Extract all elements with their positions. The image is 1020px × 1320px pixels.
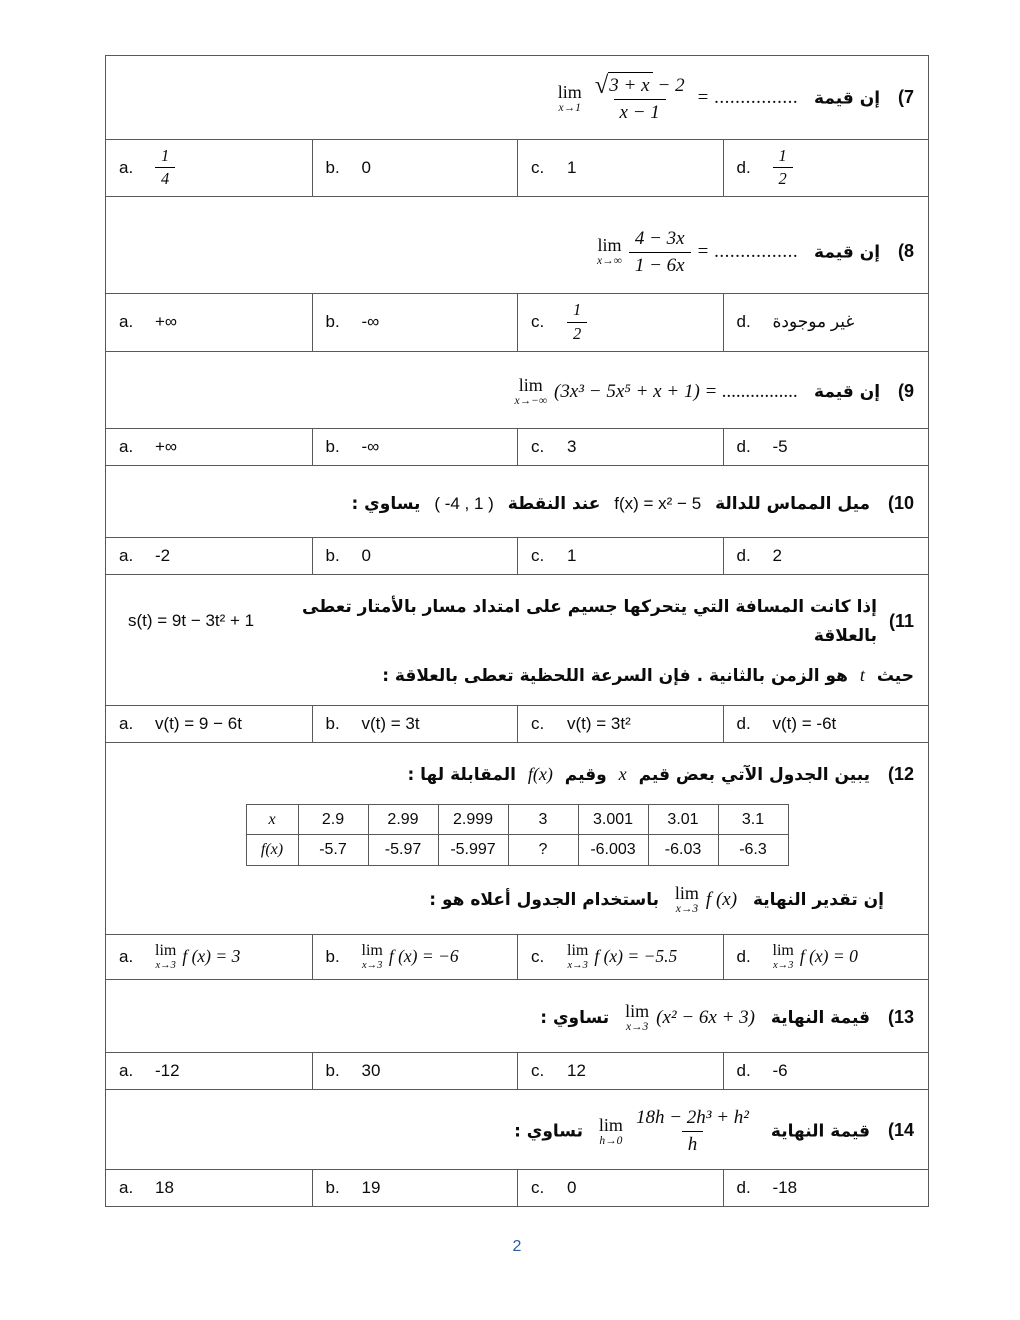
answer-option-12b (312, 935, 518, 979)
table-cell: 3.1 (718, 805, 788, 835)
fraction (589, 72, 691, 125)
function-definition: f(x) = x² − 5 (614, 493, 702, 513)
answer-option-9c (517, 429, 723, 465)
question-11-stem (106, 575, 928, 706)
answer-option-7b (312, 140, 518, 196)
option-letter: d. (736, 946, 751, 966)
option-value: 19 (361, 1177, 381, 1197)
lim-word: lim (625, 1001, 650, 1022)
answer-option-8c (517, 294, 723, 350)
polynomial-expression: (3x³ − 5x⁵ + x + 1) = ................ (554, 380, 799, 402)
radicand: 3 + x (608, 72, 652, 98)
question-8-text: إن قيمة (814, 242, 881, 262)
option-value: -∞ (361, 312, 380, 332)
limit-operator (514, 376, 547, 408)
question-12-text-2: وقيم (564, 765, 607, 786)
option-value: 0 (361, 157, 371, 177)
limit-operator (567, 943, 588, 972)
option-letter: b. (325, 545, 340, 565)
option-letter: d. (736, 312, 751, 332)
option-letter: c. (531, 436, 545, 456)
question-11-text-2a: حيث (876, 666, 914, 687)
lim-word: lim (772, 941, 794, 959)
answers-row-14 (106, 1169, 928, 1206)
question-8-number: (8 (897, 241, 914, 261)
answer-option-11d (723, 706, 929, 742)
lim-word: lim (597, 235, 622, 256)
option-letter: d. (736, 714, 751, 734)
question-7-stem (106, 56, 928, 139)
limit-operator (625, 1002, 649, 1034)
answer-option-14d (723, 1170, 929, 1206)
limit-operator (597, 236, 622, 268)
option-value: 1 (567, 545, 577, 565)
limit-operator (675, 884, 699, 916)
table-cell: 3.01 (648, 805, 718, 835)
option-letter: c. (531, 1177, 545, 1197)
fraction (629, 227, 691, 278)
distance-function: s(t) = 9t − 3t² + 1 (128, 611, 255, 631)
answer-option-14a (106, 1170, 312, 1206)
answer-option-10b (312, 538, 518, 574)
option-fraction (155, 146, 175, 190)
answer-option-14c (517, 1170, 723, 1206)
lim-subscript: x→3 (155, 959, 176, 971)
x-variable: x (618, 764, 627, 785)
option-letter: c. (531, 545, 545, 565)
answers-row-11 (106, 705, 928, 743)
values-table (246, 804, 789, 865)
option-value: +∞ (155, 436, 178, 456)
table-header-fx: f(x) (246, 835, 298, 865)
answer-option-8b (312, 294, 518, 350)
fraction-numerator: 1 (573, 300, 582, 320)
option-letter: c. (531, 714, 545, 734)
question-12 (106, 743, 928, 980)
question-10-stem (106, 466, 928, 537)
table-cell: -5.997 (438, 835, 508, 865)
question-12-estimate-text-1: إن تقدير النهاية (752, 889, 884, 910)
option-letter: b. (325, 157, 340, 177)
question-9-number: (9 (897, 380, 914, 401)
option-value: 0 (361, 545, 371, 565)
question-9-stem (106, 352, 928, 428)
option-value: -5 (772, 436, 788, 456)
option-letter: a. (119, 1061, 134, 1081)
lim-subscript: h→0 (599, 1134, 623, 1147)
option-letter: d. (736, 1177, 751, 1197)
option-value: 3 (567, 436, 577, 456)
option-fraction (567, 300, 587, 344)
option-letter: d. (736, 1061, 751, 1081)
answer-option-9a (106, 429, 312, 465)
limit-result: f (x) = 0 (799, 946, 858, 967)
question-13-stem (106, 980, 928, 1052)
question-14 (106, 1090, 928, 1206)
question-11 (106, 575, 928, 744)
question-13-limit-expression (625, 1002, 755, 1034)
option-letter: b. (325, 714, 340, 734)
fraction (630, 1106, 755, 1157)
answer-option-12d (723, 935, 929, 979)
question-10-number: (10 (887, 492, 914, 513)
question-12-estimate-line (120, 878, 914, 924)
option-letter: a. (119, 1177, 134, 1197)
option-letter: a. (119, 157, 134, 177)
option-letter: c. (531, 1061, 545, 1081)
question-13-text-2: تساوي : (540, 1008, 610, 1029)
answer-option-7d (723, 140, 929, 196)
lim-word: lim (674, 883, 699, 904)
fraction-denominator: 2 (567, 322, 587, 345)
question-11-text-2b: هو الزمن بالثانية . فإن السرعة اللحظية تعطى بالعلاقة : (382, 666, 848, 687)
option-value: -12 (155, 1061, 180, 1081)
answer-option-10d (723, 538, 929, 574)
question-13 (106, 980, 928, 1090)
option-letter: a. (119, 545, 134, 565)
question-10-text-3: يساوي : (351, 493, 421, 514)
answers-row-7 (106, 139, 928, 197)
option-limit-value (362, 943, 459, 972)
limit-result: f (x) = 3 (182, 946, 241, 967)
question-7-text: إن قيمة (814, 88, 881, 109)
fraction-denominator: x − 1 (614, 99, 666, 125)
answer-option-9d (723, 429, 929, 465)
answer-option-10c (517, 538, 723, 574)
lim-subscript: x→∞ (597, 255, 622, 268)
question-14-limit-expression (599, 1106, 755, 1157)
question-14-text-1: قيمة النهاية (770, 1121, 871, 1142)
table-cell: 2.9 (298, 805, 368, 835)
option-letter: c. (531, 312, 545, 332)
option-value: -6 (772, 1061, 788, 1081)
lim-subscript: x→3 (625, 1021, 649, 1034)
question-14-number: (14 (887, 1120, 914, 1141)
table-cell: 2.99 (368, 805, 438, 835)
question-13-number: (13 (887, 1007, 914, 1028)
fx-values-row (246, 835, 788, 865)
lim-word: lim (361, 941, 383, 959)
answer-option-12c (517, 935, 723, 979)
x-values-row (246, 805, 788, 835)
question-8-limit-expression (597, 227, 798, 278)
question-7 (106, 56, 928, 197)
answer-option-8a (106, 294, 312, 350)
option-letter: b. (325, 1177, 340, 1197)
lim-subscript: x→3 (772, 959, 794, 971)
question-8 (106, 197, 928, 352)
lim-subscript: x→3 (361, 959, 383, 971)
answers-row-9 (106, 428, 928, 466)
question-11-line-2 (120, 650, 914, 691)
option-value: v(t) = -6t (772, 714, 837, 734)
limit-operator (773, 943, 794, 972)
option-value: 12 (567, 1061, 586, 1081)
numerator-tail: − 2 (657, 75, 685, 96)
question-12-number: (12 (887, 764, 914, 785)
option-letter: b. (325, 436, 340, 456)
lim-subscript: x→3 (675, 903, 699, 916)
option-limit-value (567, 943, 677, 972)
option-value: 18 (155, 1177, 174, 1197)
fraction-numerator: 1 (778, 145, 787, 165)
lim-subscript: x→3 (567, 959, 588, 971)
point-coordinates: ( -4 , 1 ) (434, 493, 494, 513)
option-value: v(t) = 9 − 6t (155, 714, 242, 734)
question-7-limit-expression (558, 72, 798, 125)
fx-expression: f (x) (705, 888, 738, 910)
answer-option-7c (517, 140, 723, 196)
answer-option-11a (106, 706, 312, 742)
question-10-text-2: عند النقطة (507, 493, 601, 514)
question-12-text-1: يبين الجدول الآتي بعض قيم (638, 765, 871, 786)
fraction-numerator: 18h − 2h³ + h² (635, 1107, 749, 1129)
exam-question-sheet (105, 55, 929, 1207)
answer-option-11b (312, 706, 518, 742)
fraction-denominator: h (682, 1131, 704, 1157)
option-letter: c. (531, 946, 545, 966)
question-11-text-1: إذا كانت المسافة التي يتحركها جسيم على امتداد مسار بالأمتار تعطى بالعلاقة (302, 596, 877, 646)
question-9 (106, 352, 928, 466)
question-11-number: (11 (888, 611, 914, 632)
answer-option-10a (106, 538, 312, 574)
answer-option-9b (312, 429, 518, 465)
option-value: غير موجودة (772, 312, 855, 332)
answer-option-13d (723, 1053, 929, 1089)
time-variable: t (859, 665, 865, 686)
option-letter: a. (119, 436, 134, 456)
table-cell: 2.999 (438, 805, 508, 835)
option-letter: d. (736, 157, 751, 177)
question-7-number: (7 (897, 87, 914, 108)
answer-option-11c (517, 706, 723, 742)
fraction-denominator: 1 − 6x (629, 252, 691, 278)
polynomial-expression: (x² − 6x + 3) (656, 1006, 755, 1028)
limit-result: f (x) = −5.5 (594, 946, 678, 967)
option-letter: c. (531, 157, 545, 177)
option-value: -18 (772, 1177, 798, 1197)
limit-operator (599, 1116, 623, 1148)
answer-option-13c (517, 1053, 723, 1089)
limit-operator (362, 943, 383, 972)
limit-operator (155, 943, 176, 972)
option-value: 1 (567, 157, 577, 177)
limit-fx-expression (675, 884, 737, 916)
option-value: 30 (361, 1061, 381, 1081)
equals-dots: = ................ (697, 87, 799, 109)
answers-row-12 (106, 934, 928, 980)
limit-operator (558, 83, 582, 115)
option-fraction (773, 146, 793, 190)
answer-option-13b (312, 1053, 518, 1089)
table-cell: 3.001 (578, 805, 648, 835)
option-letter: b. (325, 946, 340, 966)
question-14-stem (106, 1090, 928, 1169)
answers-row-8 (106, 293, 928, 351)
question-10-text-1: ميل المماس للدالة (715, 493, 871, 514)
fx-variable: f(x) (527, 764, 553, 785)
table-header-x: x (246, 805, 298, 835)
option-letter: a. (119, 714, 134, 734)
lim-word: lim (518, 374, 543, 395)
question-12-estimate-text-2: باستخدام الجدول أعلاه هو : (429, 889, 659, 910)
answers-row-13 (106, 1052, 928, 1090)
question-13-text-1: قيمة النهاية (770, 1008, 871, 1029)
option-letter: d. (736, 436, 751, 456)
fraction-numerator (589, 72, 691, 99)
option-value: +∞ (155, 312, 178, 332)
table-cell: -5.7 (298, 835, 368, 865)
table-cell: -6.03 (648, 835, 718, 865)
limit-result: f (x) = −6 (388, 946, 459, 967)
lim-subscript: x→1 (558, 101, 581, 114)
option-letter: a. (119, 946, 134, 966)
option-limit-value (773, 943, 858, 972)
option-value: -2 (155, 545, 171, 565)
lim-word: lim (567, 941, 589, 959)
table-cell: -5.97 (368, 835, 438, 865)
question-9-limit-expression (514, 376, 798, 408)
page-number: 2 (512, 1238, 522, 1255)
option-letter: b. (325, 1061, 340, 1081)
lim-word: lim (155, 941, 177, 959)
lim-word: lim (598, 1114, 623, 1135)
lim-subscript: x→−∞ (514, 394, 548, 407)
table-cell: ? (508, 835, 578, 865)
option-letter: a. (119, 312, 134, 332)
lim-word: lim (557, 81, 582, 102)
answer-option-12a (106, 935, 312, 979)
fraction-denominator: 4 (155, 167, 175, 190)
question-12-intro (120, 759, 914, 790)
fraction-numerator: 1 (161, 145, 170, 165)
option-value: v(t) = 3t (361, 714, 420, 734)
question-11-line-1 (120, 593, 914, 651)
question-8-stem (106, 197, 928, 294)
answer-option-14b (312, 1170, 518, 1206)
option-value: v(t) = 3t² (567, 714, 631, 734)
option-limit-value (155, 943, 240, 972)
sqrt-icon: √ (594, 72, 609, 99)
option-value: -∞ (361, 436, 380, 456)
question-9-text: إن قيمة (814, 381, 881, 402)
answers-row-10 (106, 537, 928, 575)
table-cell: -6.003 (578, 835, 648, 865)
answer-option-8d (723, 294, 929, 350)
fraction-denominator: 2 (773, 167, 793, 190)
answer-option-13a (106, 1053, 312, 1089)
option-value: 2 (772, 545, 782, 565)
answer-option-7a (106, 140, 312, 196)
option-value: 0 (567, 1177, 577, 1197)
fraction-numerator: 4 − 3x (634, 227, 685, 249)
equals-dots: = ................ (697, 240, 799, 262)
table-cell: 3 (508, 805, 578, 835)
option-letter: d. (736, 545, 751, 565)
question-10 (106, 466, 928, 575)
question-14-text-2: تساوي : (514, 1121, 583, 1142)
table-cell: -6.3 (718, 835, 788, 865)
option-letter: b. (325, 312, 340, 332)
question-12-text-3: المقابلة لها : (407, 765, 516, 786)
question-12-stem (106, 743, 928, 934)
